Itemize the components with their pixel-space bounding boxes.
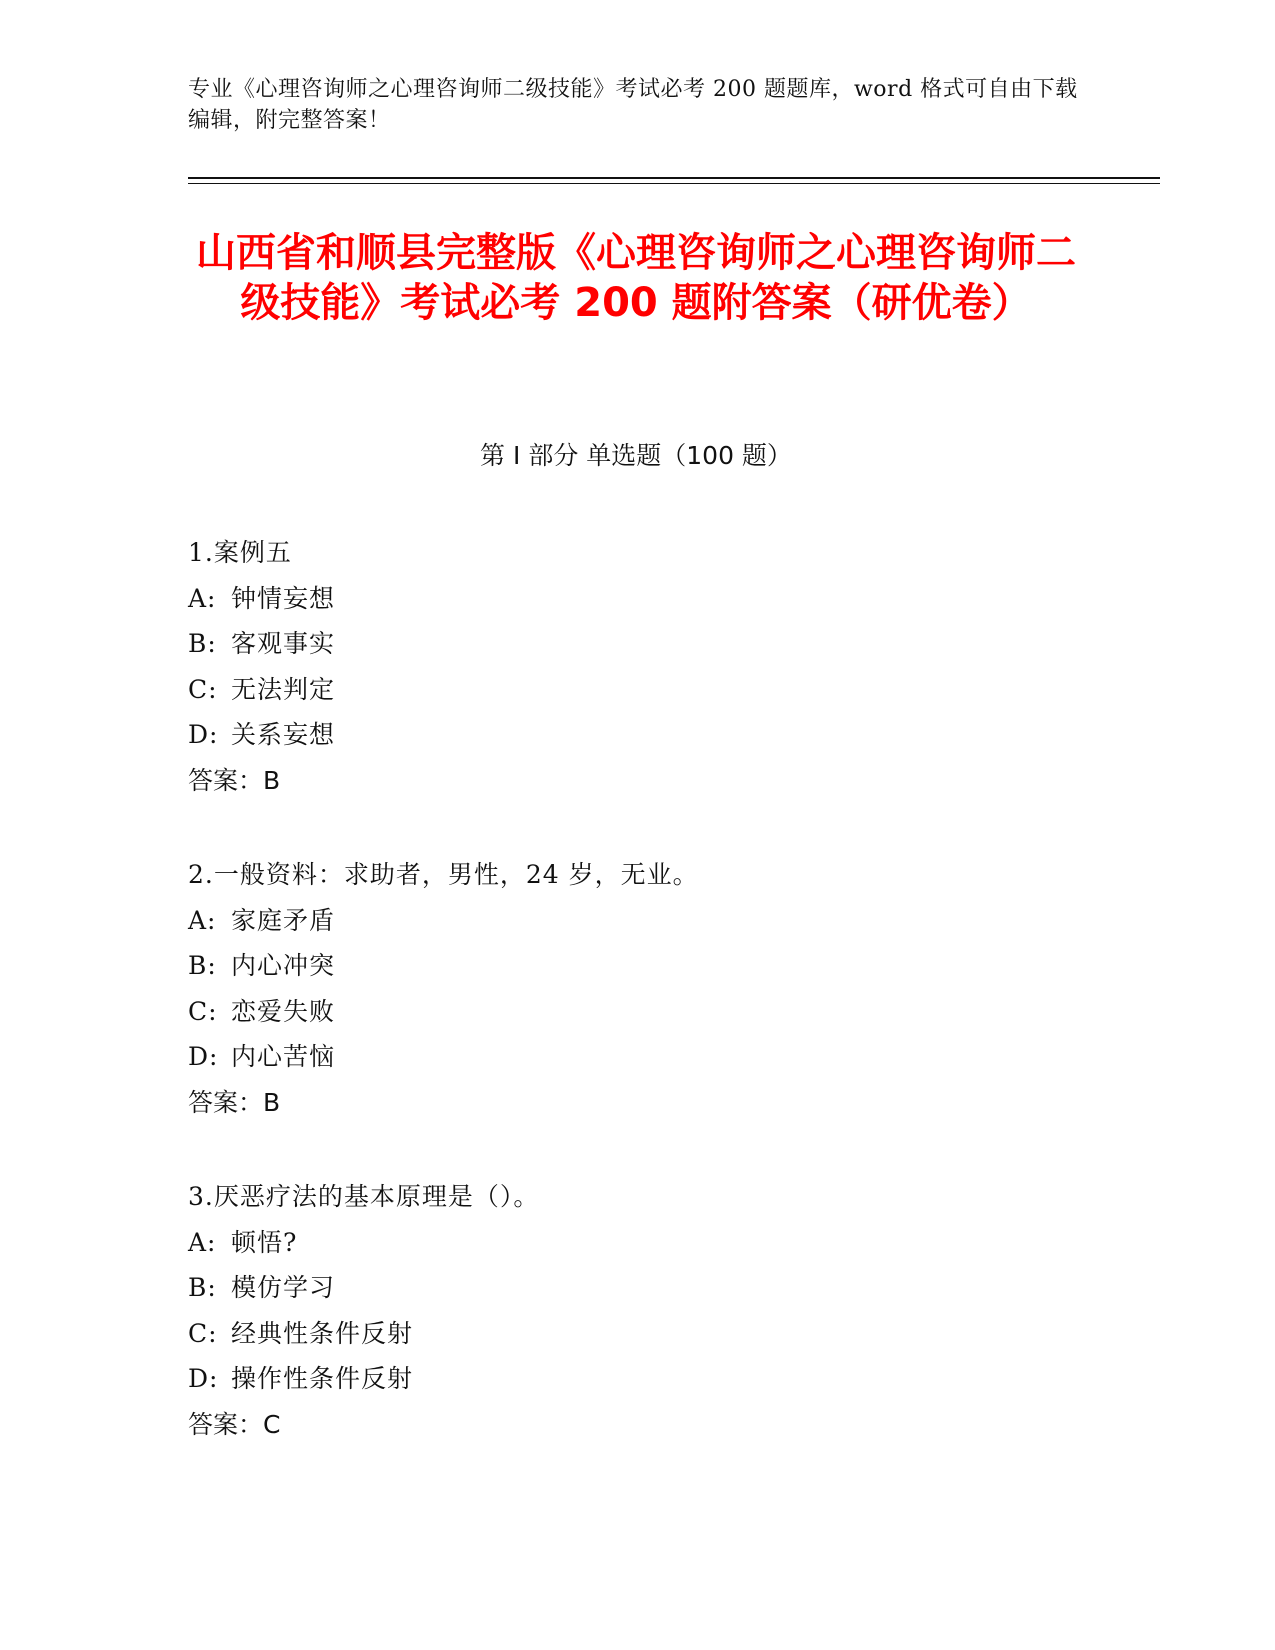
- section-title: 第 I 部分 单选题（100 题）: [480, 441, 792, 470]
- option-d: [188, 1034, 1088, 1080]
- option-letter: C:: [188, 674, 218, 704]
- answer-line: 答案：B: [188, 1087, 281, 1117]
- question-list: [188, 530, 1088, 1496]
- option-text: 顿悟?: [231, 1227, 298, 1257]
- option-c: [188, 989, 1088, 1035]
- option-letter: B:: [188, 629, 217, 658]
- option-text: 内心冲突: [231, 951, 336, 980]
- header-note: 专业《心理咨询师之心理咨询师二级技能》考试必考 200 题题库，word 格式可自由下载编辑，附完整答案！: [188, 77, 1078, 133]
- option-b: [188, 1265, 1088, 1311]
- question-3: [188, 1174, 1088, 1447]
- option-b: [188, 943, 1088, 989]
- option-c: [188, 1311, 1088, 1357]
- option-text: 客观事实: [231, 629, 336, 658]
- option-letter: D:: [188, 1364, 219, 1393]
- header-rule-thin: [188, 183, 1160, 184]
- option-text: 家庭矛盾: [231, 905, 336, 935]
- option-text: 无法判定: [231, 674, 336, 704]
- option-text: 内心苦恼: [231, 1042, 336, 1071]
- option-text: 经典性条件反射: [231, 1318, 414, 1348]
- option-letter: B:: [188, 1273, 217, 1302]
- option-d: [188, 712, 1088, 758]
- option-c: [188, 667, 1088, 713]
- question-2: [188, 852, 1088, 1125]
- option-a: [188, 576, 1088, 622]
- question-stem: 3.厌恶疗法的基本原理是（）。: [188, 1182, 540, 1211]
- option-a: [188, 898, 1088, 944]
- option-text: 模仿学习: [231, 1273, 336, 1302]
- option-b: [188, 621, 1088, 667]
- option-text: 操作性条件反射: [231, 1364, 414, 1393]
- question-stem: 1.案例五: [188, 538, 292, 567]
- answer-line: 答案：B: [188, 765, 281, 795]
- option-text: 关系妄想: [231, 720, 336, 749]
- option-a: [188, 1220, 1088, 1266]
- option-d: [188, 1356, 1088, 1402]
- header-rule-thick: [188, 177, 1160, 179]
- option-letter: D:: [188, 720, 219, 749]
- question-1: [188, 530, 1088, 803]
- question-stem: 2.一般资料：求助者，男性，24 岁，无业。: [188, 860, 699, 889]
- option-text: 恋爱失败: [231, 996, 336, 1026]
- option-letter: B:: [188, 951, 217, 980]
- option-letter: C:: [188, 996, 218, 1026]
- answer-line: 答案：C: [188, 1409, 281, 1439]
- option-letter: A:: [188, 905, 217, 935]
- option-letter: A:: [188, 583, 217, 613]
- option-letter: A:: [188, 1227, 217, 1257]
- document-title: 山西省和顺县完整版《心理咨询师之心理咨询师二级技能》考试必考 200 题附答案（研优卷）: [196, 230, 1076, 326]
- option-text: 钟情妄想: [231, 583, 336, 613]
- option-letter: C:: [188, 1318, 218, 1348]
- option-letter: D:: [188, 1042, 219, 1071]
